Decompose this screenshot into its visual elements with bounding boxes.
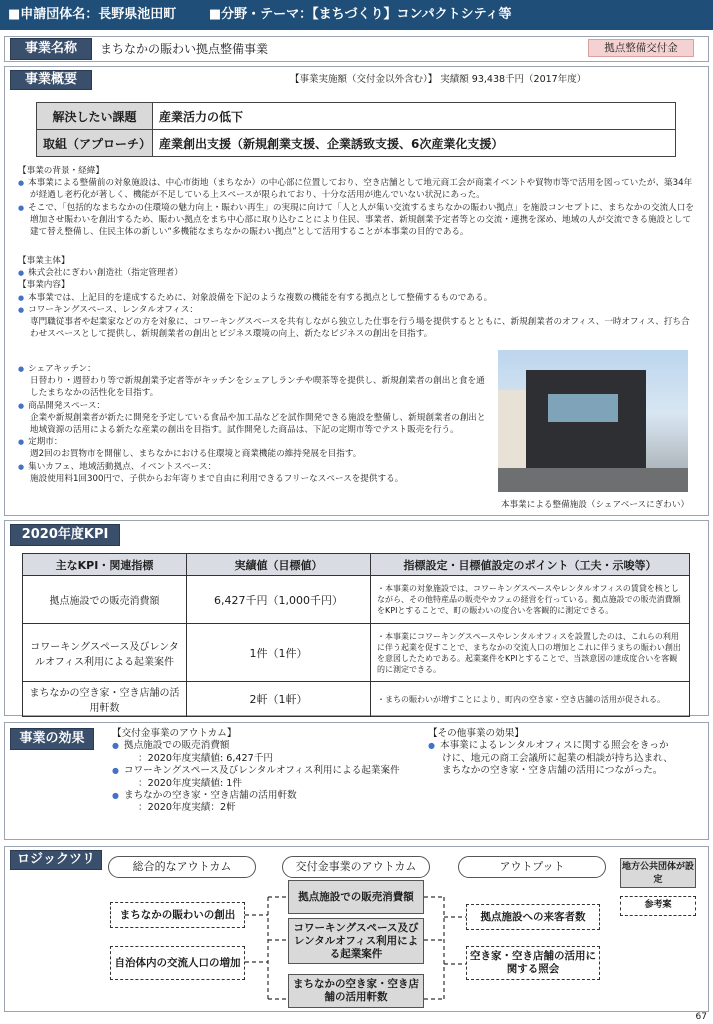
content-intro: ● 本事業では、上記目的を達成するために、対象設備を下記のような複数の機能を有する拠点として整備するものである。 [18, 292, 698, 304]
content-item-desc-1: 専門職従事者や起業家などの方を対象に、コワーキングスペースを共有しながら独立した仕事を行う場を提供するとともに、新規創業者のオフィス、一時オフィス、打ち合わせスペースとして提供し、新規創業者の創出とビジネス環境の向上、新たなビジネスの創出を目指す。 [30, 317, 690, 340]
legend-solid: 地方公共団体が設定 [620, 858, 696, 888]
content-item-desc-3: 企業や新規創業者が新たに開発を予定している食品や加工品などを試作開発できる施設を整備し、新規創業者の創出と地域資源の活用による新たな産業の創出を目指す。試作開発した商品は、下記の定期市等でテスト販売を行う。 [30, 412, 486, 436]
background-item-1: ● 本事業による整備前の対象施設は、中心市街地（まちなか）の中心部に位置しており、空き店舗として地元商工会が商業イベントや貿物市等で活用を図っていたが、築34年が経過し老朽化が著しく、機能が不足している上スペースが限られており、十分な活用が進んでいない状況にあった。 [18, 177, 698, 201]
approach-value: 産業創出支援（新規創業支援、企業誘致支援、6次産業化支援） [153, 130, 676, 157]
column-header-output: アウトプット [458, 856, 606, 878]
kpi-header-point: 指標設定・目標値設定のポイント（工夫・示唆等） [371, 554, 690, 576]
content-heading: 【事業内容】 [18, 280, 70, 291]
kpi-point-1: ・本事業の対象施設では、コワーキングスペースやレンタルオフィスの賃貸を核としながら、その他特産品の販売やカフェの経営を行っている。拠点施設での販売消費額をKPIとすることで、町の賑わいの度合いを客観的に測定できる。 [371, 576, 690, 624]
effects-outcome-sub-1: ：2020年度実績値: 6,427千円 [138, 752, 273, 764]
column-header-grant-outcome: 交付金事業のアウトカム [282, 856, 430, 878]
kpi-header-indicator: 主なKPI・関連指標 [23, 554, 187, 576]
background-heading: 【事業の背景・経緯】 [18, 166, 104, 176]
entity-heading: 【事業主体】 [18, 256, 70, 266]
effects-outcome-sub-2: ：2020年度実績値: 1件 [138, 777, 242, 789]
content-item-title-5: ● 集いカフェ、地域活動拠点、イベントスペース： [18, 461, 488, 473]
content-item-title-3: ● 商品開発スペース： [18, 400, 488, 412]
effects-outcome-heading: 【交付金事業のアウトカム】 [112, 728, 237, 739]
section-label-project-name: 事業名称 [10, 38, 92, 60]
kpi-name-2: コワーキングスペース及びレンタルオフィス利用による起業案件 [23, 624, 187, 682]
logic-output-1: 拠点施設への来客者数 [466, 904, 600, 930]
grant-type-badge: 拠点整備交付金 [588, 39, 694, 57]
column-header-overall-outcome: 総合的なアウトカム [108, 856, 256, 878]
issue-value: 産業活力の低下 [153, 103, 676, 130]
applicant-org: ■申請団体名：長野県池田町 [8, 7, 177, 22]
content-item-title-1: ● コワーキングスペース、レンタルオフィス： [18, 304, 698, 316]
legend-dashed: 参考案 [620, 896, 696, 916]
theme-label: ■分野・テーマ：【まちづくり】コンパクトシティ等 [208, 7, 512, 22]
approach-label: 取組（アプローチ） [37, 130, 153, 157]
kpi-name-1: 拠点施設での販売消費額 [23, 576, 187, 624]
content-item-title-2: ● シェアキッチン： [18, 363, 488, 375]
section-label-effects: 事業の効果 [10, 728, 94, 750]
section-label-logic-tree: ロジックツリー [10, 850, 102, 870]
kpi-value-3: 2軒（1軒） [187, 682, 371, 717]
issue-label: 解決したい課題 [37, 103, 153, 130]
kpi-header-value: 実績値（目標値） [187, 554, 371, 576]
connector-left-outcome1 [245, 897, 288, 999]
kpi-point-3: ・まちの賑わいが増すことにより、町内の空き家・空き店舗の活用が促される。 [371, 682, 690, 717]
logic-grant-outcome-1: 拠点施設での販売消費額 [288, 880, 424, 914]
page-number: 67 [695, 1012, 707, 1022]
kpi-value-2: 1件（1件） [187, 624, 371, 682]
kpi-name-3: まちなかの空き家・空き店舗の活用軒数 [23, 682, 187, 717]
logic-grant-outcome-2: コワーキングスペース及びレンタルオフィス利用による起業案件 [288, 918, 424, 964]
logic-outcome-2: 自治体内の交流人口の増加 [110, 946, 245, 980]
entity-name: ● 株式会社にぎわい創造社（指定管理者） [18, 267, 698, 279]
effects-outcome-sub-3: ：2020年度実績：2軒 [138, 802, 236, 814]
background-item-2: ● そこで、「包括的なまちなかの住環境の魅力向上・賑わい再生」の実現に向けて「人と人が集い交流するまちなかの賑わい拠点」を施設コンセプトに、まちなかの交流人口を増加させ賑わいを創出するため、賑わい拠点をまち中心部に取り込むことにより住民、事業者、新規創業予定者等との交流・連携を深め、地域の人が交流できる施設として建て替え整備し、住民主体の新しい“多機能なまちなかの賑わい拠点”として活用することが本事業の目的である。 [18, 202, 698, 239]
content-item-desc-4: 週2回のお買物市を開催し、まちなかにおける住環境と商業機能の維持発展を目指す。 [30, 449, 362, 460]
logic-outcome-1: まちなかの賑わいの創出 [110, 902, 245, 928]
effects-outcome-item-3: ● まちなかの空き家・空き店舗の活用軒数 [112, 790, 412, 802]
effects-outcome-item-2: ● コワーキングスペース及びレンタルオフィス利用による起業案件 [112, 765, 412, 777]
effects-other-text: ● 本事業によるレンタルオフィスに関する照会をきっかけに、地元の商工会議所に起業の相談が持ち込まれ、まちなかの空き家・空き店舗の活用につながった。 [428, 740, 678, 777]
content-item-desc-5: 施設使用料1回300円で、子供からお年寄りまで自由に利用できるフリーなスペースを提供する。 [30, 473, 404, 484]
section-label-overview: 事業概要 [10, 70, 92, 90]
section-label-kpi: 2020年度KPI [10, 524, 120, 546]
project-amount: 【事業実施額（交付金以外含む）】 実績額 93,438千円（2017年度） [290, 74, 587, 85]
effects-outcome-item-1: ● 拠点施設での販売消費額 [112, 740, 412, 752]
content-item-desc-2: 日替わり・週替わり等で新規創業予定者等がキッチンをシェアしランチや喫茶等を提供し、新規創業者の創出と食を通したまちなかの活性化を目指す。 [30, 376, 485, 399]
effects-other-heading: 【その他事業の効果】 [428, 728, 524, 739]
logic-output-2: 空き家・空き店舗の活用に関する照会 [466, 946, 600, 980]
kpi-value-1: 6,427千円（1,000千円） [187, 576, 371, 624]
content-item-title-4: ● 定期市： [18, 436, 488, 448]
connector-right [424, 897, 466, 999]
photo-caption: 本事業による整備施設（シェアベースにぎわい） [500, 500, 690, 510]
logic-grant-outcome-3: まちなかの空き家・空き店舗の活用軒数 [288, 974, 424, 1008]
project-name: まちなかの賑わい拠点整備事業 [100, 42, 269, 56]
kpi-point-2: ・本事業にコワーキングスペースやレンタルオフィスを設置したのは、これらの利用に伴う起業を促すことで、まちなかの交流人口の増加とこれに伴うまちの賑わい創出を意図したためである。起業案件をKPIとすることで、当該意図の達成度合いを客観的に測定できる。 [371, 624, 690, 682]
